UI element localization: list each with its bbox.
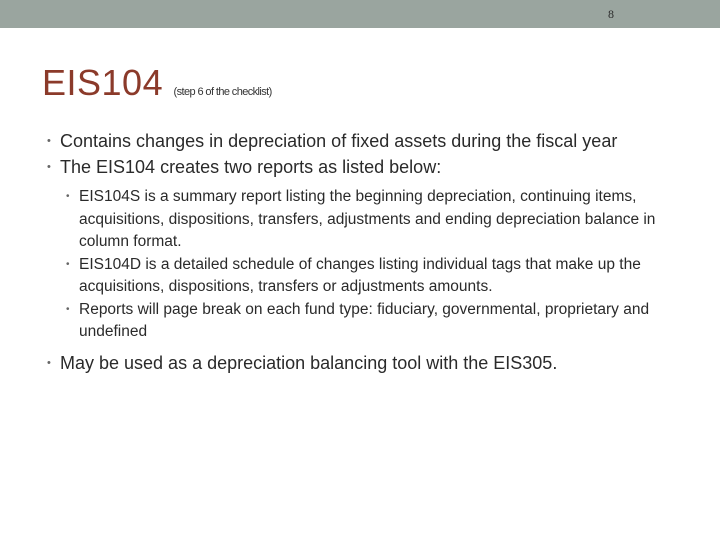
sub-bullet-text: Reports will page break on each fund type: fiduciary, governmental, proprietary and undefined — [79, 300, 650, 340]
bullet-text: May be used as a depreciation balancing tool with the EIS305. — [60, 352, 558, 373]
bullet-item — [0, 128, 720, 154]
bullet-text: Contains changes in depreciation of fixed assets during the fiscal year — [60, 131, 618, 151]
slide-subtitle: (step 6 of the checklist) — [173, 86, 272, 98]
sub-bullet-text: is a detailed schedule of changes listing individual tags that make up the acquisitions, dispositions, transfers or adjustments amounts. — [79, 255, 641, 295]
sub-bullet-item — [0, 186, 720, 254]
slide-title: EIS104 — [42, 62, 164, 103]
bullet-icon: • — [47, 135, 51, 147]
bullet-text: The EIS104 creates two reports as listed below: — [60, 157, 442, 177]
bullet-icon: • — [66, 303, 70, 315]
sub-bullet-item — [0, 254, 720, 299]
bullet-item — [0, 350, 720, 376]
bullet-item — [0, 154, 720, 180]
bullet-icon: • — [47, 161, 51, 173]
sub-bullet-text: is a summary report listing the beginning depreciation, continuing items, acquisitions, dispositions, transfers, adjustments and ending depreciation balance in column format. — [79, 188, 656, 250]
bullet-icon: • — [66, 258, 70, 270]
sub-bullet-lead: EIS104D — [79, 255, 142, 273]
slide-content — [0, 128, 720, 376]
bullet-icon: • — [47, 356, 51, 369]
page-number: 8 — [608, 7, 614, 21]
bullet-icon: • — [66, 191, 70, 202]
top-bar — [0, 0, 720, 28]
sub-bullet-item — [0, 299, 720, 344]
sub-bullet-lead: EIS104S — [79, 188, 141, 205]
title-row — [42, 62, 272, 104]
